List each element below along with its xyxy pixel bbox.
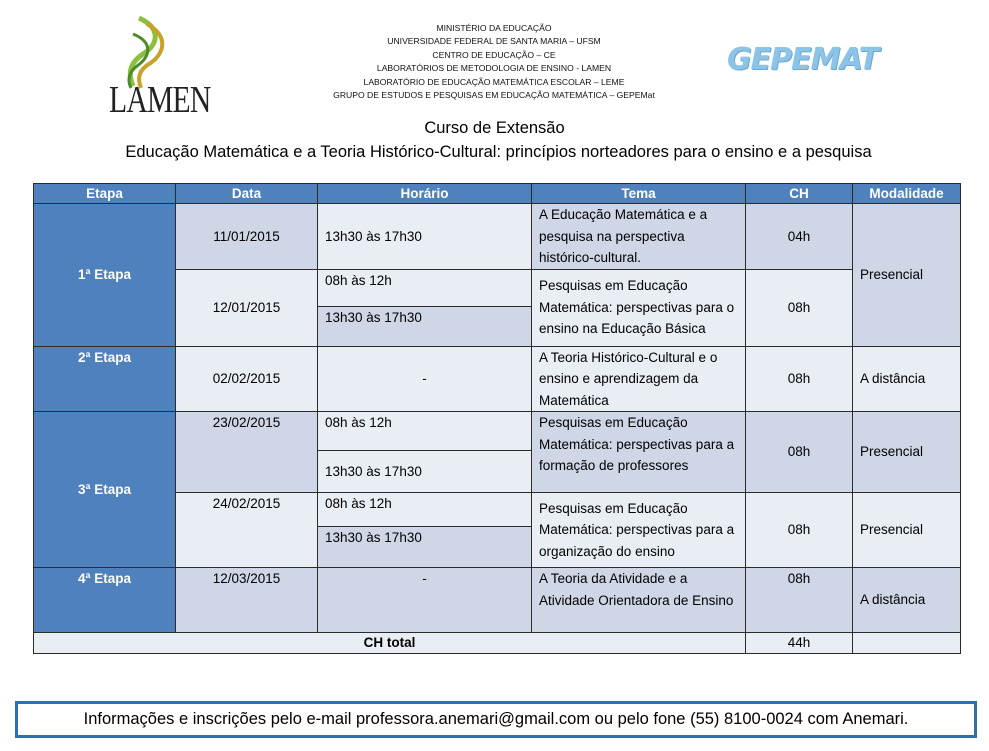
hours-cell: 08h bbox=[746, 493, 853, 568]
theme-cell: A Educação Matemática e a pesquisa na perspectiva histórico-cultural. bbox=[532, 204, 746, 270]
header-line: LABORATÓRIOS DE METODOLOGIA DE ENSINO - LAMEN bbox=[376, 63, 612, 74]
date-cell: 12/01/2015 bbox=[176, 269, 318, 346]
etapa-cell: 2ª Etapa bbox=[34, 346, 176, 412]
hours-cell: 04h bbox=[746, 204, 853, 270]
time-cell: - bbox=[318, 346, 532, 412]
modality-cell: A distância bbox=[853, 346, 961, 412]
hours-cell: 08h bbox=[746, 269, 853, 346]
time-cell: 13h30 às 17h30 bbox=[318, 527, 532, 568]
time-cell: 08h às 12h bbox=[318, 269, 532, 306]
time-cell: 13h30 às 17h30 bbox=[318, 306, 532, 346]
table-row bbox=[34, 412, 961, 451]
time-cell: 13h30 às 17h30 bbox=[318, 204, 532, 270]
contact-info-text: Informações e inscrições pelo e-mail professora.anemari@gmail.com ou pelo fone (55) 8100-0024 com Anemari. bbox=[83, 710, 909, 728]
time-cell: 08h às 12h bbox=[318, 493, 532, 527]
time-cell: 13h30 às 17h30 bbox=[318, 451, 532, 493]
time-cell: 08h às 12h bbox=[318, 412, 532, 451]
gepemat-logo bbox=[727, 34, 892, 86]
etapa-cell: 1ª Etapa bbox=[34, 204, 176, 347]
date-cell: 12/03/2015 bbox=[176, 568, 318, 633]
theme-cell: A Teoria da Atividade e a Atividade Orientadora de Ensino bbox=[532, 568, 746, 633]
hours-cell: 08h bbox=[746, 412, 853, 493]
lamen-logo-text: LAMEN bbox=[109, 79, 211, 121]
table-row bbox=[34, 204, 961, 270]
date-cell: 02/02/2015 bbox=[176, 346, 318, 412]
column-header: Modalidade bbox=[853, 184, 961, 204]
course-name: Educação Matemática e a Teoria Histórico-Cultural: princípios norteadores para o ensino e a pesquisa bbox=[125, 143, 872, 161]
empty-cell bbox=[853, 633, 961, 654]
etapa-cell: 3ª Etapa bbox=[34, 412, 176, 568]
hours-cell: 08h bbox=[746, 568, 853, 633]
header-line: GRUPO DE ESTUDOS E PESQUISAS EM EDUCAÇÃO MATEMÁTICA – GEPEMat bbox=[333, 90, 655, 101]
etapa-cell: 4ª Etapa bbox=[34, 568, 176, 633]
date-cell: 23/02/2015 bbox=[176, 412, 318, 493]
total-label: CH total bbox=[34, 633, 746, 654]
lamen-logo bbox=[103, 14, 211, 121]
column-header: Etapa bbox=[34, 184, 176, 204]
date-cell: 24/02/2015 bbox=[176, 493, 318, 568]
course-type: Curso de Extensão bbox=[424, 119, 565, 137]
modality-cell: Presencial bbox=[853, 412, 961, 493]
time-cell: - bbox=[318, 568, 532, 633]
theme-cell: Pesquisas em Educação Matemática: perspectivas para a formação de professores bbox=[532, 412, 746, 493]
theme-cell: Pesquisas em Educação Matemática: perspectivas para a organização do ensino bbox=[532, 493, 746, 568]
header-line: CENTRO DE EDUCAÇÃO – CE bbox=[432, 49, 556, 60]
date-cell: 11/01/2015 bbox=[176, 204, 318, 270]
hours-cell: 08h bbox=[746, 346, 853, 412]
table-row bbox=[34, 346, 961, 412]
column-header: Data bbox=[176, 184, 318, 204]
column-header: Tema bbox=[532, 184, 746, 204]
column-header: Horário bbox=[318, 184, 532, 204]
gepemat-logo-text: GEPEMAT bbox=[727, 42, 879, 77]
modality-cell: A distância bbox=[853, 568, 961, 633]
header-line: UNIVERSIDADE FEDERAL DE SANTA MARIA – UFSM bbox=[387, 36, 601, 47]
modality-cell: Presencial bbox=[853, 493, 961, 568]
theme-cell: A Teoria Histórico-Cultural e o ensino e aprendizagem da Matemática bbox=[532, 346, 746, 412]
table-row bbox=[34, 568, 961, 633]
institution-header bbox=[290, 22, 698, 102]
contact-info-box bbox=[15, 701, 977, 738]
table-header-row bbox=[34, 184, 961, 204]
schedule-table bbox=[33, 183, 961, 654]
header-line: MINISTÉRIO DA EDUCAÇÃO bbox=[436, 23, 552, 33]
total-value: 44h bbox=[746, 633, 853, 654]
column-header: CH bbox=[746, 184, 853, 204]
total-row bbox=[34, 633, 961, 654]
theme-cell: Pesquisas em Educação Matemática: perspectivas para o ensino na Educação Básica bbox=[532, 269, 746, 346]
header-line: LABORATÓRIO DE EDUCAÇÃO MATEMÁTICA ESCOLAR – LEME bbox=[363, 76, 625, 87]
modality-cell: Presencial bbox=[853, 204, 961, 347]
